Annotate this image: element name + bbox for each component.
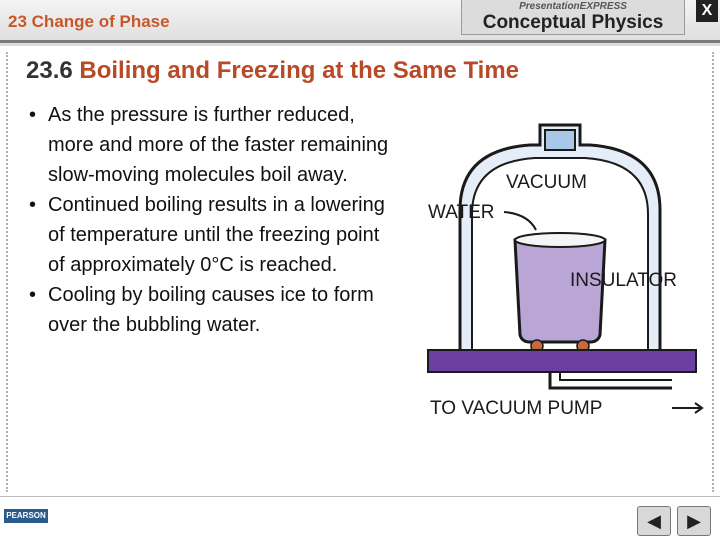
next-icon: ▶ — [687, 511, 701, 531]
prev-slide-button[interactable] — [637, 506, 671, 536]
bullet-list — [26, 100, 396, 340]
bullet-item — [26, 100, 396, 190]
previous-icon: ◀ — [647, 511, 661, 531]
chapter-title — [8, 12, 170, 32]
bullet-text: Cooling by boiling causes ice to form over the bubbling water. — [48, 284, 374, 336]
bell-jar-illustration — [410, 110, 710, 430]
bullet-text: Continued boiling results in a lowering of temperature until the freezing point of approximately 0°C is reached. — [48, 194, 385, 276]
bullet-icon: • — [29, 104, 37, 126]
water-label: WATER — [428, 202, 495, 223]
header-divider — [0, 40, 720, 43]
insulator-label: INSULATOR — [570, 270, 677, 291]
bullet-icon: • — [29, 194, 37, 216]
bell-jar-knob-icon — [545, 130, 575, 150]
chapter-number: 23 — [8, 12, 27, 31]
brand-top-text: PresentationEXPRESS — [519, 1, 627, 12]
section-title: Boiling and Freezing at the Same Time — [79, 57, 520, 84]
brand-logo — [461, 0, 685, 35]
brand-main-text: Conceptual Physics — [482, 12, 664, 33]
pump-tube-inner-icon — [560, 372, 672, 380]
close-button[interactable]: X — [696, 0, 718, 22]
right-dotted-border — [712, 52, 716, 492]
bullet-text: As the pressure is further reduced, more and more of the faster remaining slow-moving molecules boil away. — [48, 104, 389, 186]
bullet-item — [26, 190, 396, 280]
base-plate-icon — [428, 350, 696, 372]
slide-title — [26, 57, 519, 85]
chapter-name: Change of Phase — [31, 12, 170, 31]
header-bar — [0, 0, 720, 46]
footer-divider — [0, 496, 720, 497]
next-slide-button[interactable] — [677, 506, 711, 536]
section-number: 23.6 — [26, 57, 73, 84]
bullet-icon: • — [29, 284, 37, 306]
bullet-item — [26, 280, 396, 340]
pump-arrow-icon — [672, 403, 702, 413]
left-dotted-border — [6, 52, 10, 492]
pump-label: TO VACUUM PUMP — [430, 398, 603, 419]
water-surface-icon — [515, 233, 605, 247]
container-icon — [515, 240, 605, 342]
pearson-logo: PEARSON — [4, 509, 48, 523]
vacuum-label: VACUUM — [506, 172, 587, 193]
